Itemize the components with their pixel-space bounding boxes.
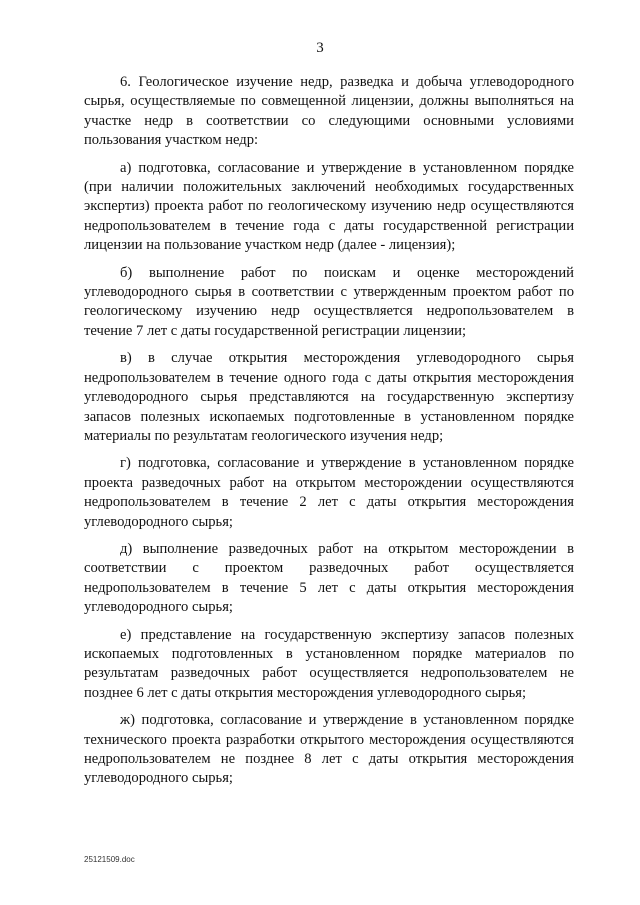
file-name-footer: 25121509.doc (84, 855, 135, 864)
paragraph-g: г) подготовка, согласование и утверждение в установленном порядке проекта разведочных работ на открытом месторождении осуществляются недропользователем в течение 2 лет с даты открытия месторождения углеводородного сырья; (84, 455, 574, 530)
paragraph-zh: ж) подготовка, согласование и утверждение в установленном порядке технического проекта разработки открытого месторождения осуществляются недропользователем не позднее 8 лет с даты открытия месторождения углеводородного сырья; (84, 712, 574, 787)
page-number: 3 (316, 40, 324, 56)
document-body (84, 73, 574, 797)
paragraph-6: 6. Геологическое изучение недр, разведка и добыча углеводородного сырья, осуществляемые по совмещенной лицензии, должны выполняться на участке недр в соответствии со следующими основными условиями пользования участком недр: (84, 74, 574, 149)
paragraph-e: е) представление на государственную экспертизу запасов полезных ископаемых подготовленных в установленном порядке материалов по результатам разведочных работ осуществляется недропользователем не позднее 6 лет с даты открытия месторождения углеводородного сырья; (84, 626, 574, 701)
paragraph-b: б) выполнение работ по поискам и оценке месторождений углеводородного сырья в соответствии с утвержденным проектом работ по геологическому изучению недр осуществляется недропользователем в течение 7 лет с даты государственной регистрации лицензии; (84, 264, 574, 339)
paragraph-d: д) выполнение разведочных работ на открытом месторождении в соответствии с проектом разведочных работ осуществляется недропользователем в течение 5 лет с даты открытия месторождения углеводородного сырья; (84, 540, 574, 616)
paragraph-a: а) подготовка, согласование и утверждение в установленном порядке (при наличии положительных заключений необходимых государственных экспертиз) проекта работ по геологическому изучению недр осуществляются недропользователем в течение года с даты государственной регистрации лицензии на пользование участком недр (далее - лицензия); (84, 159, 574, 254)
paragraph-v: в) в случае открытия месторождения углеводородного сырья недропользователем в течение одного года с даты открытия месторождения углеводородного сырья представляются на государственную экспертизу запасов полезных ископаемых подготовленные в установленном порядке материалы по результатам геологического изучения недр; (84, 350, 574, 444)
